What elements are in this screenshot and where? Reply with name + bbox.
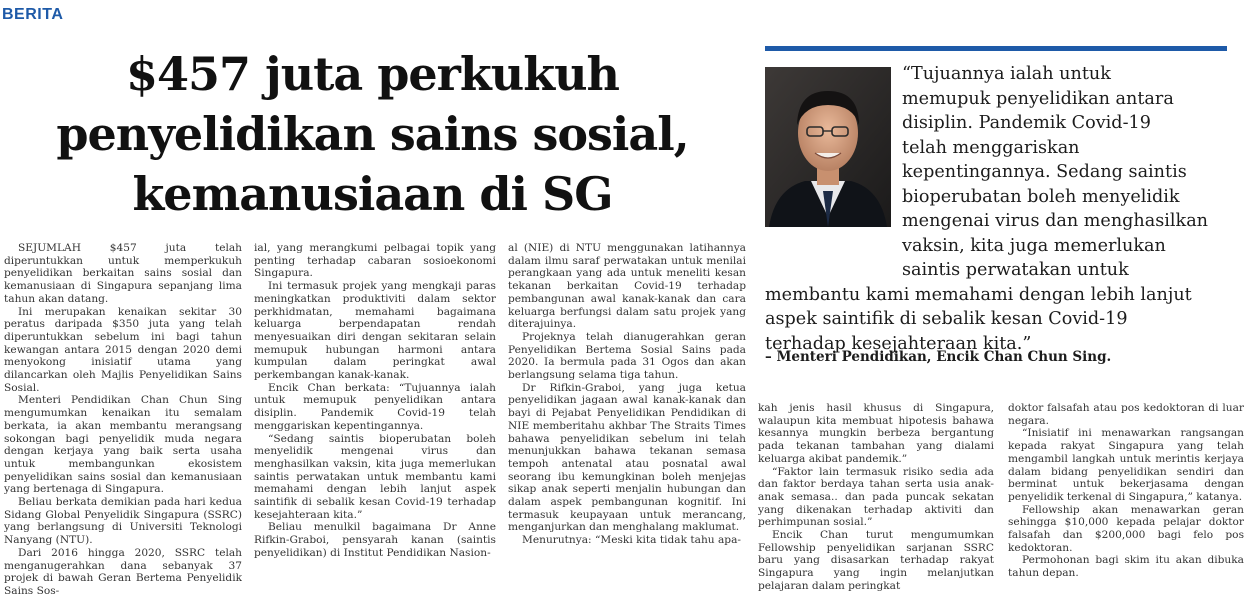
paragraph: ial, yang merangkumi pelbagai topik yang penting terhadap cabaran sosioekonomi Singapura. (254, 242, 496, 280)
paragraph: “Faktor lain termasuk risiko sedia ada dan faktor berdaya tahan serta usia anak-anak semasa.. dan pada puncak sekatan yang dikenakan terhadap aktiviti dan perhimpunan sosial.” (758, 465, 994, 529)
pullquote-line: telah menggariskan (902, 137, 1080, 158)
pullquote-line: “Tujuannya ialah untuk (902, 64, 1111, 84)
paragraph: Beliau menulkil bagaimana Dr Anne Rifkin-Graboi, pensyarah kanan (saintis penyelidikan) di Institut Pendidikan Nasion- (254, 521, 496, 559)
article-column-5 (1008, 402, 1244, 602)
article-column-4 (758, 402, 994, 602)
headline-line-2: penyelidikan sains sosial, (56, 107, 689, 161)
pullquote-line: membantu kami memahami dengan lebih lanjut (765, 284, 1192, 305)
paragraph: al (NIE) di NTU menggunakan latihannya dalam ilmu saraf perwatakan untuk menilai perangkaan yang ada untuk meneliti kesan tekanan berkaitan Covid-19 terhadap pembangunan awal kanak-kanak dan cara keluarga berfungsi dalam satu projek yang diterajuinya. (508, 242, 746, 331)
headline-line-3: kemanusiaan di SG (132, 167, 613, 221)
paragraph: “Inisiatif ini menawarkan rangsangan kepada rakyat Singapura yang telah mengambil langkah untuk merintis kerjaya dalam bidang penyelidikan sendiri dan berminat untuk bekerjasama dengan penyelidik terkenal di Singapura,” katanya. (1008, 427, 1244, 503)
paragraph: Ini merupakan kenaikan sekitar 30 peratus daripada $350 juta yang telah diperuntukkan sebelum ini bagi tahun kewangan antara 2015 dengan 2020 demi menyokong inisiatif utama yang dilancarkan oleh Majlis Penyelidikan Sains Sosial. (4, 305, 242, 394)
paragraph: kah jenis hasil khusus di Singapura, walaupun kita membuat hipotesis bahawa kesannya mungkin berbeza bergantung pada tekanan tambahan yang dialami keluarga akibat pandemik.” (758, 402, 994, 465)
paragraph: Dr Rifkin-Graboi, yang juga ketua penyelidikan jagaan awal kanak-kanak dan bayi di Pejabat Penyelidikan Pendidikan di NIE memberitahu akhbar The Straits Times bahawa penyelidikan sebelum ini telah menunjukkan bahawa tekanan semasa tempoh antenatal atau posnatal awal seorang ibu kemungkinan boleh menjejas sikap anak seperti menjalin hubungan dan dalam aspek pembangunan kognitif. Ini termasuk keupayaan untuk merancang, menganjurkan dan menghalang maklumat. (508, 381, 746, 534)
paragraph: Dari 2016 hingga 2020, SSRC telah menganugerahkan dana sebanyak 37 projek di bawah Geran Bertema Penyelidik Sains Sos- (4, 546, 242, 597)
article-column-2 (254, 242, 496, 602)
pullquote-line: aspek saintifik di sebalik kesan Covid-19 (765, 309, 1128, 329)
paragraph: Fellowship akan menawarkan geran sehingga $10,000 kepada pelajar doktor falsafah dan $200,000 bagi felo pos kedoktoran. (1008, 503, 1244, 554)
paragraph: Menteri Pendidikan Chan Chun Sing mengumumkan kenaikan itu semalam berkata, ia akan membantu merangsang sokongan bagi penyelidik muda negara dengan kerjaya yang baik serta usaha untuk membangunkan ekosistem penyelidikan sains sosial dan kemanusiaan yang bertenaga di Singapura. (4, 394, 242, 496)
pullquote-line: memupuk penyelidikan antara (902, 88, 1174, 109)
paragraph: Menurutnya: “Meski kita tidak tahu apa- (522, 534, 741, 547)
paragraph: Beliau berkata demikian pada hari kedua Sidang Global Penyelidik Singapura (SSRC) yang berlangsung di Universiti Teknologi Nanyang (NTU). (4, 496, 242, 547)
paragraph: doktor falsafah atau pos kedoktoran di luar negara. (1008, 402, 1244, 427)
pullquote-text (765, 62, 1227, 356)
pullquote-line: mengenai virus dan menghasilkan (902, 211, 1209, 231)
paragraph: SEJUMLAH $457 juta telah diperuntukkan untuk memperkukuh penyelidikan berkaitan sains sosial dan kemanusiaan di Singapura sepanjang lima tahun akan datang. (4, 242, 242, 305)
paragraph: Ini termasuk projek yang mengkaji paras meningkatkan produktiviti dalam sektor perkhidmatan, memahami bagaimana keluarga berpendapatan rendah menyesuaikan diri dengan sekitaran selain memupuk hubungan harmoni antara kumpulan dalam peringkat awal perkembangan kanak-kanak. (254, 280, 496, 382)
headline (0, 44, 745, 224)
pullquote-rule (765, 46, 1227, 51)
pullquote-line: vaksin, kita juga memerlukan (902, 235, 1166, 256)
pullquote-line: disiplin. Pandemik Covid-19 (902, 113, 1151, 133)
headline-line-1: $457 juta perkukuh (126, 47, 619, 101)
pullquote-line: bioperubatan boleh menyelidik (902, 186, 1180, 207)
section-label: BERITA (2, 6, 64, 23)
pullquote-attribution: – Menteri Pendidikan, Encik Chan Chun Sing. (765, 349, 1112, 365)
paragraph: Encik Chan berkata: “Tujuannya ialah untuk memupuk penyelidikan antara disiplin. Pandemik Covid-19 telah menggariskan kepentingannya. (254, 381, 496, 432)
pullquote-line: kepentingannya. Sedang saintis (902, 162, 1187, 182)
paragraph: Projeknya telah dianugerahkan geran Penyelidikan Bertema Sosial Sains pada 2020. Ia bermula pada 31 Ogos dan akan berlangsung selama tiga tahun. (508, 330, 746, 382)
pullquote-line: saintis perwatakan untuk (902, 260, 1129, 280)
paragraph: Encik Chan turut mengumumkan Fellowship penyelidikan sarjanan SSRC baru yang disasarkan terhadap rakyat Singapura yang ingin melanjutkan pelajaran dalam peringkat (758, 529, 994, 592)
article-column-1 (4, 242, 242, 602)
pullquote-line: terhadap kesejahteraan kita.” (765, 333, 1032, 354)
article-column-3 (508, 242, 746, 602)
paragraph: Permohonan bagi skim itu akan dibuka tahun depan. (1008, 554, 1244, 580)
paragraph: “Sedang saintis bioperubatan boleh menyelidik mengenai virus dan menghasilkan vaksin, kita juga memerlukan saintis perwatakan untuk membantu kami memahami dengan lebih lanjut aspek saintifik di sebalik kesan Covid-19 terhadap kesejahteraan kita.” (254, 432, 496, 521)
